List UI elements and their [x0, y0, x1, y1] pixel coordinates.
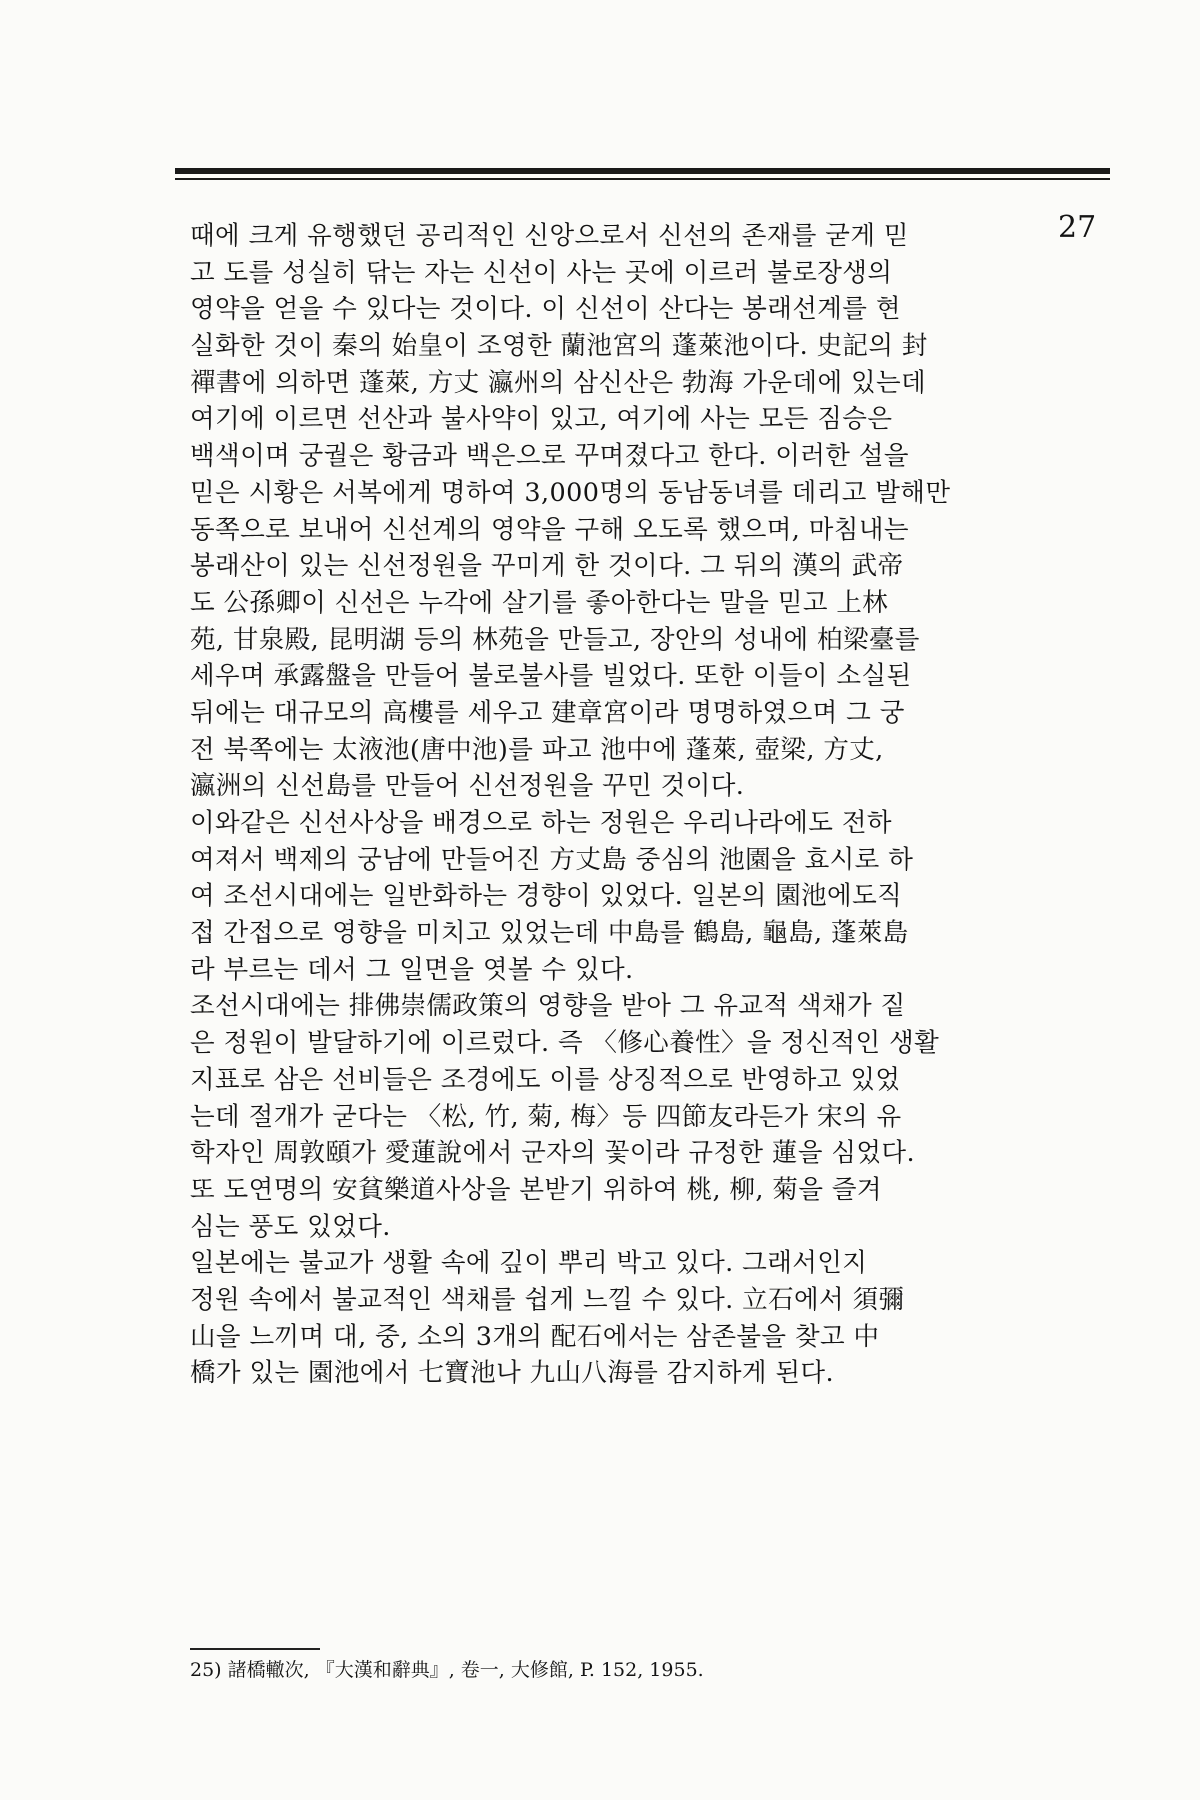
text-line: 은 정원이 발달하기에 이르렀다. 즉 〈修心養性〉을 정신적인 생활 [190, 1028, 940, 1059]
text-line: 조선시대에는 排佛崇儒政策의 영향을 받아 그 유교적 색채가 짙 [190, 991, 906, 1022]
text-line: 는데 절개가 굳다는 〈松, 竹, 菊, 梅〉등 四節友라든가 宋의 유 [190, 1101, 902, 1132]
text-line: 전 북쪽에는 太液池(唐中池)를 파고 池中에 蓬萊, 壺梁, 方丈, [190, 734, 884, 765]
text-line: 苑, 甘泉殿, 昆明湖 등의 林苑을 만들고, 장안의 성내에 柏梁臺를 [190, 624, 920, 655]
text-line: 일본에는 불교가 생활 속에 깊이 뿌리 박고 있다. 그래서인지 [190, 1248, 868, 1279]
text-line: 라 부르는 데서 그 일면을 엿볼 수 있다. [190, 954, 634, 985]
text-line: 橋가 있는 園池에서 七寶池나 九山八海를 감지하게 된다. [190, 1358, 834, 1389]
text-line: 고 도를 성실히 닦는 자는 신선이 사는 곳에 이르러 불로장생의 [190, 257, 893, 288]
text-line: 山을 느끼며 대, 중, 소의 3개의 配石에서는 삼존불을 찾고 中 [190, 1321, 880, 1352]
text-line: 동쪽으로 보내어 신선계의 영약을 구해 오도록 했으며, 마침내는 [190, 514, 909, 545]
text-line: 정원 속에서 불교적인 색채를 쉽게 느낄 수 있다. 立石에서 須彌 [190, 1284, 905, 1315]
text-line: 백색이며 궁궐은 황금과 백은으로 꾸며졌다고 한다. 이러한 설을 [190, 441, 909, 472]
footnote: 25) 諸橋轍次, 『大漢和辭典』, 卷一, 大修館, P. 152, 1955. [190, 1659, 704, 1681]
text-line: 봉래산이 있는 신선정원을 꾸미게 한 것이다. 그 뒤의 漢의 武帝 [190, 551, 904, 582]
header-rule-thin [175, 178, 1110, 180]
text-line: 禪書에 의하면 蓬萊, 方丈 瀛州의 삼신산은 勃海 가운데에 있는데 [190, 367, 927, 398]
text-line: 뒤에는 대규모의 高樓를 세우고 建章宮이라 명명하였으며 그 궁 [190, 697, 905, 728]
text-line: 여져서 백제의 궁남에 만들어진 方丈島 중심의 池園을 효시로 하 [190, 844, 914, 875]
page-number: 27 [1058, 210, 1097, 245]
header-rule-thick [175, 168, 1110, 174]
text-line: 도 公孫卿이 신선은 누각에 살기를 좋아한다는 말을 믿고 上林 [190, 587, 889, 618]
text-line: 지표로 삼은 선비들은 조경에도 이를 상징적으로 반영하고 있었 [190, 1064, 901, 1095]
text-line: 瀛洲의 신선島를 만들어 신선정원을 꾸민 것이다. [190, 771, 745, 802]
text-line: 실화한 것이 秦의 始皇이 조영한 蘭池宮의 蓬萊池이다. 史記의 封 [190, 331, 928, 362]
text-line: 심는 풍도 있었다. [190, 1211, 391, 1242]
text-line: 여기에 이르면 선산과 불사약이 있고, 여기에 사는 모든 짐승은 [190, 404, 893, 435]
text-line: 세우며 承露盤을 만들어 불로불사를 빌었다. 또한 이들이 소실된 [190, 661, 912, 692]
text-line: 때에 크게 유행했던 공리적인 신앙으로서 신선의 존재를 굳게 믿 [190, 221, 909, 251]
text-line: 믿은 시황은 서복에게 명하여 3,000명의 동남동녀를 데리고 발해만 [190, 477, 951, 508]
text-line: 여 조선시대에는 일반화하는 경향이 있었다. 일본의 園池에도직 [190, 881, 903, 912]
body-text [190, 218, 960, 1392]
footnote-rule [190, 1648, 320, 1650]
text-line: 영약을 얻을 수 있다는 것이다. 이 신선이 산다는 봉래선계를 현 [190, 294, 901, 325]
text-line: 또 도연명의 安貧樂道사상을 본받기 위하여 桃, 柳, 菊을 즐겨 [190, 1174, 882, 1205]
text-line: 이와같은 신선사상을 배경으로 하는 정원은 우리나라에도 전하 [190, 808, 892, 838]
text-line: 접 간접으로 영향을 미치고 있었는데 中島를 鶴島, 龜島, 蓬萊島 [190, 918, 909, 949]
text-line: 학자인 周敦頤가 愛蓮說에서 군자의 꽃이라 규정한 蓮을 심었다. [190, 1138, 915, 1169]
